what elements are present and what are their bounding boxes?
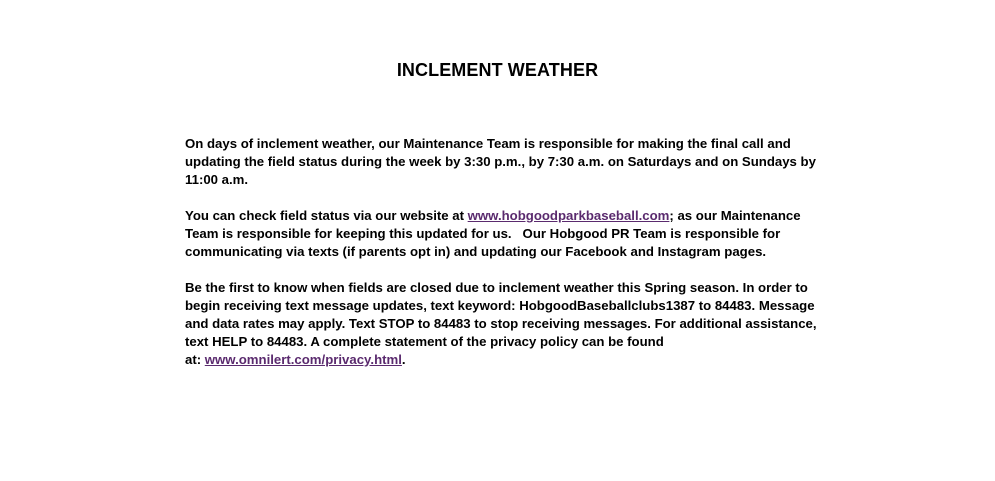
page-title: INCLEMENT WEATHER — [396, 60, 599, 80]
text-segment: You can check field status via our website at — [185, 208, 468, 223]
privacy-policy-link[interactable]: www.omnilert.com/privacy.html — [204, 352, 402, 367]
text-segment: ; as our Maintenance — [669, 208, 801, 223]
text-line: communicating via texts (if parents opt in) and updating our Facebook and Instagram pages. — [185, 244, 767, 259]
text-line: begin receiving text message updates, text keyword: HobgoodBaseballclubs1387 to 84483. Message — [185, 298, 815, 313]
text-line — [185, 351, 810, 369]
text-line: On days of inclement weather, our Maintenance Team is responsible for making the final call and — [185, 136, 791, 151]
text-line: text HELP to 84483. A complete statement of the privacy policy can be found — [185, 334, 664, 349]
document-body — [185, 135, 817, 387]
text-line: and data rates may apply. Text STOP to 84483 to stop receiving messages. For additional assistance, — [185, 316, 817, 331]
text-segment: at: — [185, 352, 205, 367]
website-link[interactable]: www.hobgoodparkbaseball.com — [467, 208, 670, 223]
paragraph-field-status — [185, 207, 810, 261]
paragraph-text-alerts — [185, 279, 817, 369]
text-line — [185, 207, 810, 225]
text-line: Team is responsible for keeping this updated for us. Our Hobgood PR Team is responsible for — [185, 226, 781, 241]
text-segment: . — [401, 352, 406, 367]
paragraph-maintenance-schedule — [185, 135, 816, 189]
text-line: 11:00 a.m. — [185, 172, 249, 187]
text-line: Be the first to know when fields are closed due to inclement weather this Spring season. In order to — [185, 280, 808, 295]
text-line: updating the field status during the week by 3:30 p.m., by 7:30 a.m. on Saturdays and on Sundays by — [185, 154, 816, 169]
